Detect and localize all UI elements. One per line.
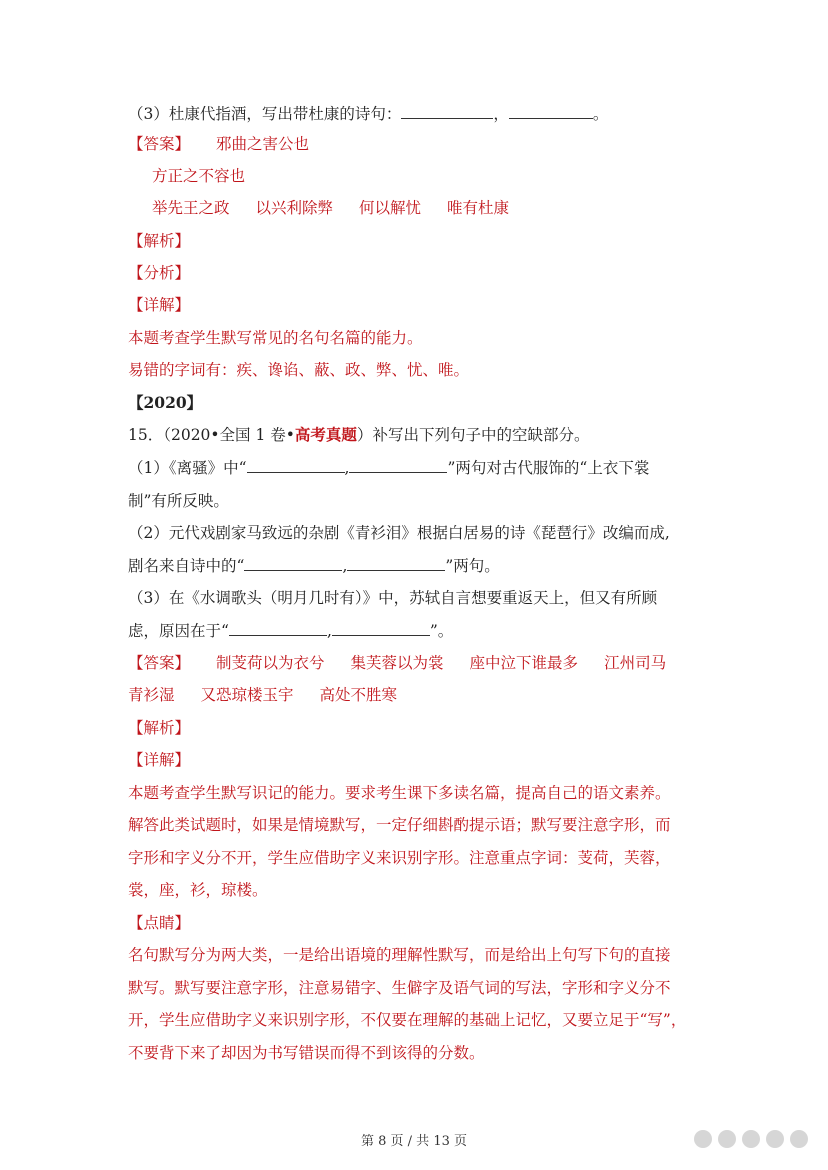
answer-blank xyxy=(229,621,327,636)
punctuation: 。 xyxy=(592,105,609,123)
punctuation: , xyxy=(344,459,350,477)
answer-text: 高处不胜寒 xyxy=(319,686,398,704)
highlight-line: 默写。默写要注意字形，注意易错字、生僻字及语气词的写法，字形和字义分不 xyxy=(128,979,671,997)
question-text: （1）《离骚》中“ xyxy=(128,459,247,477)
answer-blank xyxy=(349,458,447,473)
question-15-1-cont: 制”有所反映。 xyxy=(128,492,229,510)
answer-tag: 【答案】 xyxy=(128,654,191,672)
question-text: 剧名来自诗中的“ xyxy=(128,557,245,575)
answer-blank xyxy=(401,104,493,119)
analysis-tag: 【解析】 xyxy=(128,232,191,250)
answer-text: 举先王之政 xyxy=(152,199,230,217)
dot-icon xyxy=(790,1130,808,1148)
highlight-line: 不要背下来了却因为书写错误而得不到该得的分数。 xyxy=(128,1044,485,1062)
answer-text: 江州司马 xyxy=(604,654,667,672)
analysis-paragraph: 易错的字词有：疾、谗谄、蔽、政、弊、忧、唯。 xyxy=(128,361,470,379)
question-text: ”两句对古代服饰的“上衣下裳 xyxy=(447,459,650,477)
answer-text: 以兴利除弊 xyxy=(255,199,334,217)
answer-tag: 【答案】 xyxy=(128,135,191,153)
detail-line: 本题考查学生默写识记的能力。要求考生课下多读名篇，提高自己的语文素养。 xyxy=(128,784,671,802)
answer-blank xyxy=(247,458,345,473)
question-text: ）补写出下列句子中的空缺部分。 xyxy=(356,426,590,444)
answer-row-q15 xyxy=(128,653,666,673)
question-text: 虑，原因在于“ xyxy=(128,622,229,640)
answer-blank xyxy=(509,104,593,119)
source-label: 高考真题 xyxy=(294,425,357,444)
answer-text: 青衫湿 xyxy=(128,686,175,704)
highlight-tag: 【点睛】 xyxy=(128,914,191,932)
answer-row-1 xyxy=(128,134,309,154)
answer-blank xyxy=(332,621,430,636)
analysis-paragraph: 本题考查学生默写常见的名句名篇的能力。 xyxy=(128,329,423,347)
highlight-line: 开，学生应借助字义来识别字形，不仅要在理解的基础上记忆，又要立足于“写”， xyxy=(128,1011,687,1029)
fenxi-tag: 【分析】 xyxy=(128,264,191,282)
question-text: ”两句。 xyxy=(445,557,500,575)
punctuation: , xyxy=(342,557,348,575)
question-15-2-cont xyxy=(128,556,500,576)
answer-text: 制芰荷以为衣兮 xyxy=(216,654,325,672)
highlight-line: 名句默写分为两大类，一是给出语境的理解性默写，而是给出上句写下句的直接 xyxy=(128,946,671,964)
answer-text: 座中泣下谁最多 xyxy=(469,654,579,672)
answer-text: 又恐琼楼玉宇 xyxy=(200,686,294,704)
answer-text: 唯有杜康 xyxy=(447,199,510,217)
detail-tag: 【详解】 xyxy=(128,296,191,314)
question-text: （3）杜康代指酒，写出带杜康的诗句： xyxy=(128,105,402,123)
dot-icon xyxy=(742,1130,760,1148)
answer-row-2: 方正之不容也 xyxy=(152,167,246,185)
question-15-3-cont xyxy=(128,621,453,641)
analysis-tag: 【解析】 xyxy=(128,719,191,737)
page-footer: 第 8 页 / 共 13 页 xyxy=(361,1134,467,1149)
detail-tag: 【详解】 xyxy=(128,751,191,769)
question-15-3: （3）在《水调歌头（明月几时有）》中，苏轼自言想要重返天上，但又有所顾 xyxy=(128,589,658,607)
question-text: ”。 xyxy=(429,622,454,640)
answer-row-q15-cont xyxy=(128,685,397,705)
answer-text: 邪曲之害公也 xyxy=(216,135,310,153)
answer-blank xyxy=(347,556,445,571)
detail-line: 裳，座，衫，琼楼。 xyxy=(128,881,268,899)
punctuation: ， xyxy=(493,105,509,123)
answer-blank xyxy=(244,556,342,571)
answer-row-3 xyxy=(152,198,509,218)
dot-icon xyxy=(694,1130,712,1148)
question-number: 15．（2020•全国 1 卷• xyxy=(128,426,295,444)
question-15-1 xyxy=(128,458,649,478)
detail-line: 字形和字义分不开，学生应借助字义来识别字形。注意重点字词：芰荷，芙蓉， xyxy=(128,849,671,867)
question-3-prev xyxy=(128,104,608,124)
question-15-2: （2）元代戏剧家马致远的杂剧《青衫泪》根据白居易的诗《琵琶行》改编而成, xyxy=(128,524,670,542)
year-tag: 【2020】 xyxy=(128,393,203,412)
punctuation: , xyxy=(326,622,332,640)
dot-icon xyxy=(766,1130,784,1148)
question-15-header xyxy=(128,425,589,445)
watermark-dots xyxy=(694,1130,808,1148)
answer-text: 何以解忧 xyxy=(359,199,422,217)
answer-text: 集芙蓉以为裳 xyxy=(350,654,444,672)
detail-line: 解答此类试题时，如果是情境默写，一定仔细斟酌提示语；默写要注意字形，而 xyxy=(128,816,671,834)
dot-icon xyxy=(718,1130,736,1148)
